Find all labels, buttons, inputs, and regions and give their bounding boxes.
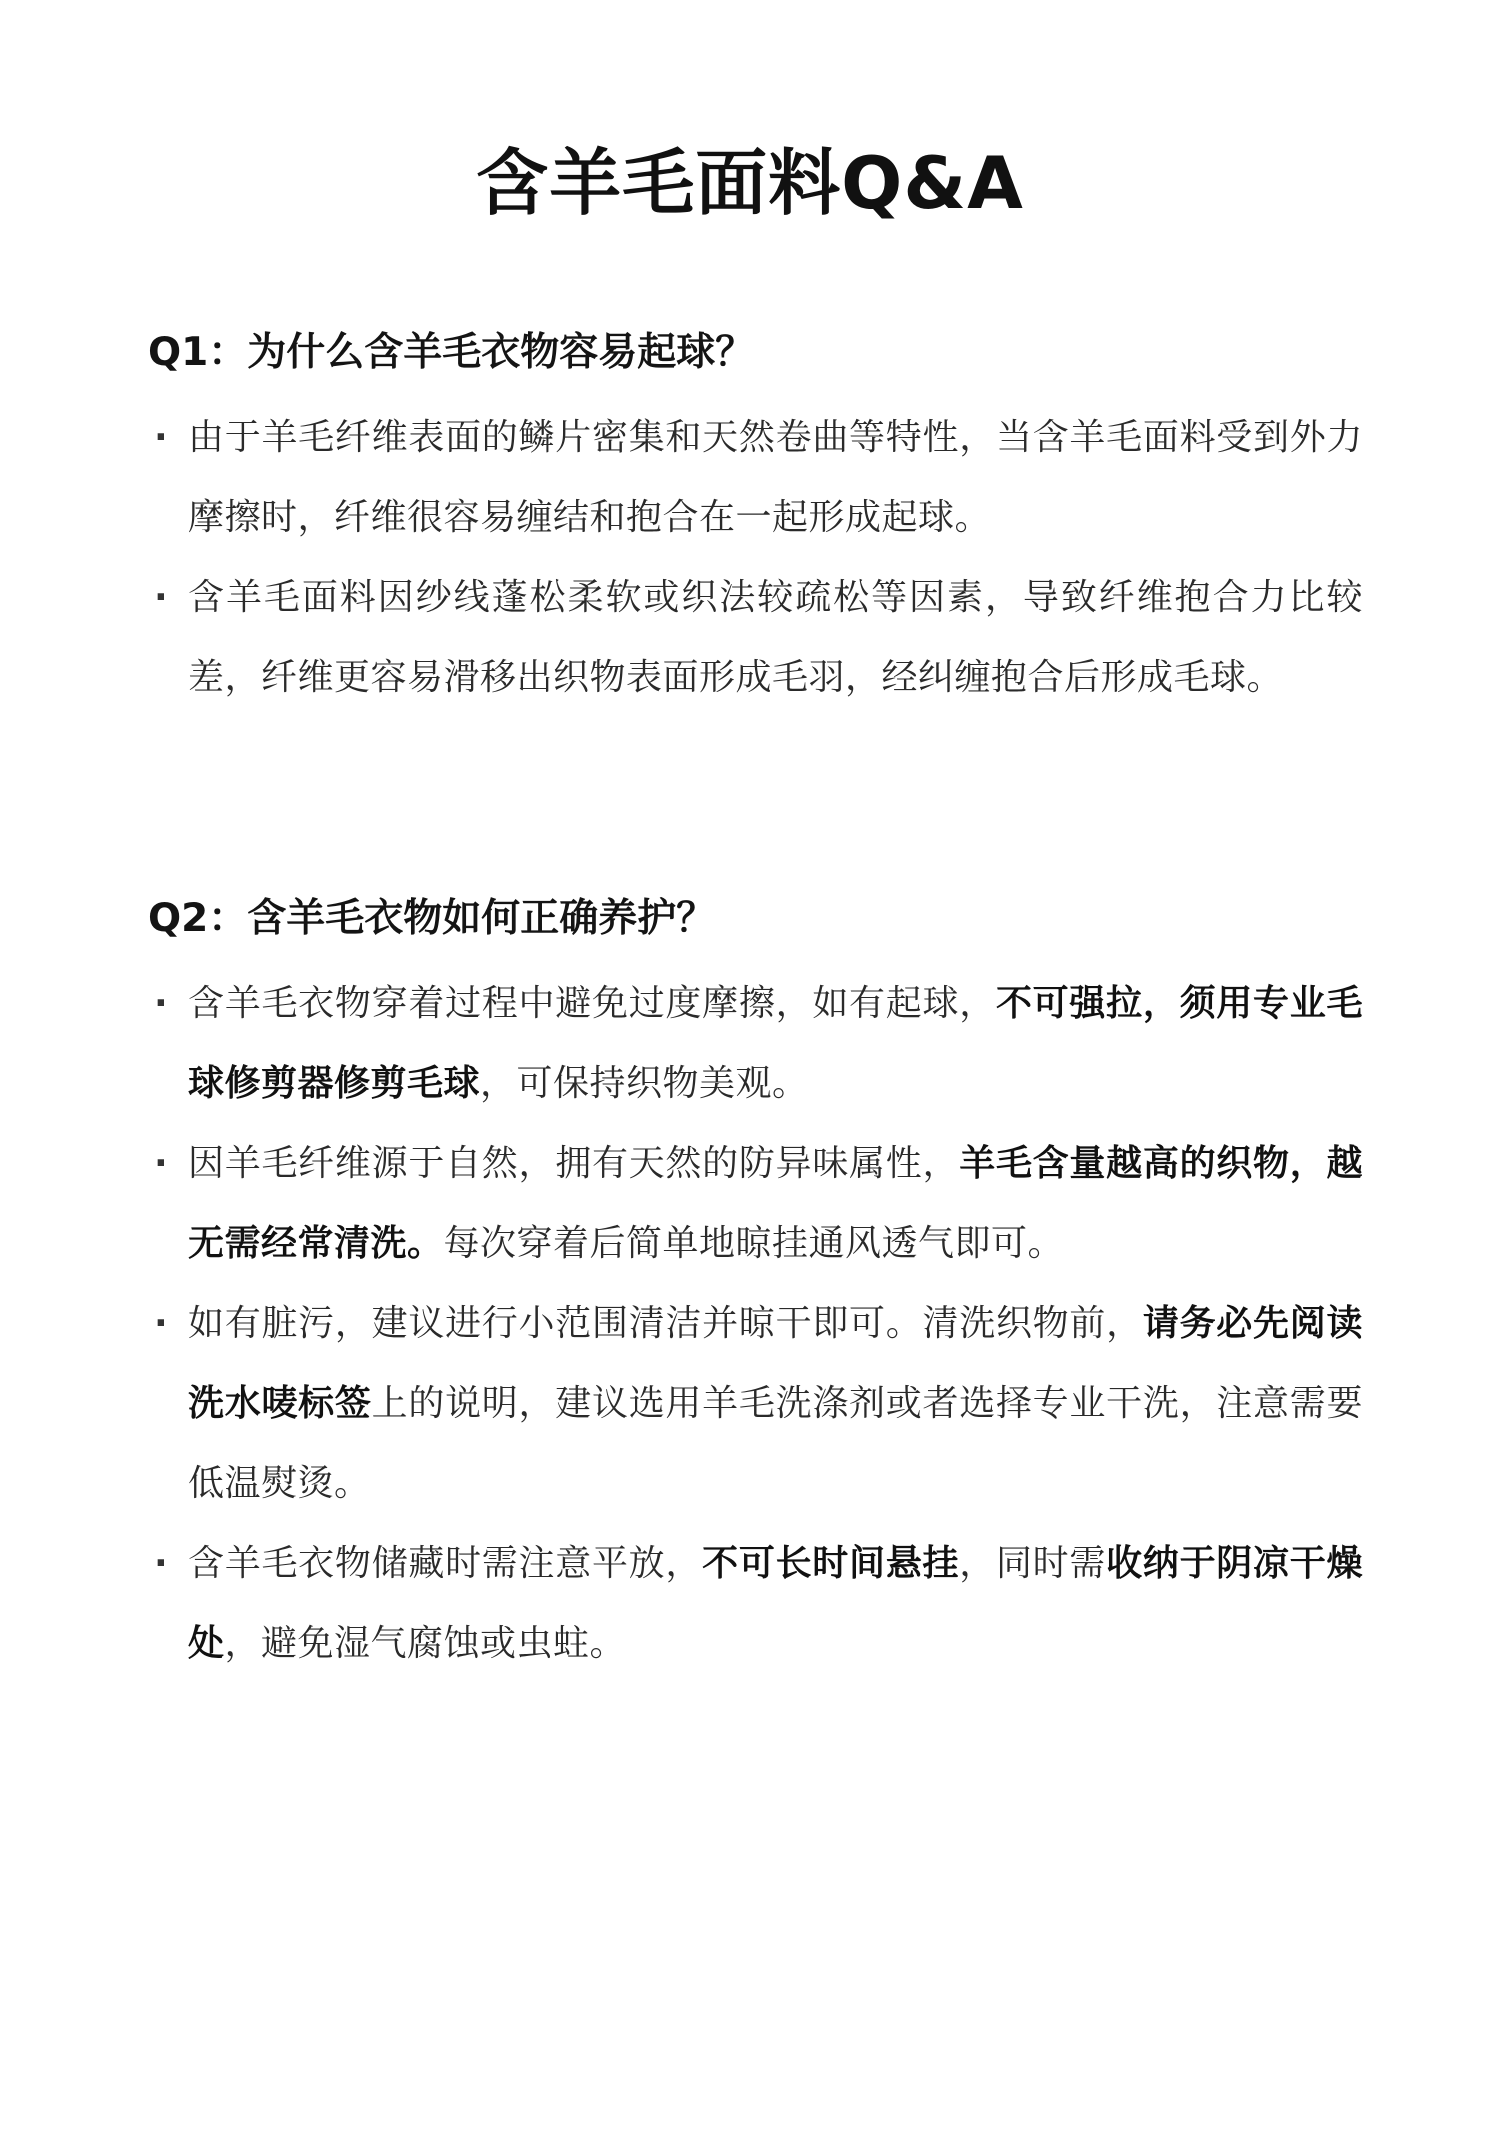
answer-text: ，可保持织物美观。 xyxy=(480,1063,809,1104)
page-title: 含羊毛面料Q&A xyxy=(476,141,1024,225)
emphasized-text: 羊毛含量越高的织物，越无需经常清洗。 xyxy=(188,1143,1363,1264)
question-q1: Q1：为什么含羊毛衣物容易起球？ xyxy=(148,330,755,375)
answer-text: 含羊毛面料因纱线蓬松柔软或织法较疏松等因素，导致纤维抱合力比较差，纤维更容易滑移出织物表面形成毛羽，经纠缠抱合后形成毛球。 xyxy=(188,577,1363,698)
question-q2: Q2：含羊毛衣物如何正确养护？ xyxy=(148,896,716,941)
answer-item xyxy=(148,964,1363,1124)
qa-section-q2 xyxy=(148,884,1363,1684)
answer-item xyxy=(148,1524,1363,1684)
bullet-icon: · xyxy=(154,1543,169,1584)
bullet-icon: · xyxy=(154,983,169,1024)
answer-text: 每次穿着后简单地晾挂通风透气即可。 xyxy=(443,1223,1065,1264)
answer-item xyxy=(148,1124,1363,1284)
answer-text: 上的说明，建议选用羊毛洗涤剂或者选择专业干洗，注意需要低温熨烫。 xyxy=(188,1383,1363,1504)
emphasized-text: 不可长时间悬挂 xyxy=(702,1543,960,1584)
answer-item xyxy=(148,558,1363,718)
bullet-icon: · xyxy=(154,417,169,458)
emphasized-text: 请务必先阅读洗水唛标签 xyxy=(188,1303,1363,1424)
answer-item xyxy=(148,1284,1363,1524)
emphasized-text: 收纳于阴凉干燥处 xyxy=(188,1543,1363,1664)
answer-text: 由于羊毛纤维表面的鳞片密集和天然卷曲等特性，当含羊毛面料受到外力摩擦时，纤维很容易缠结和抱合在一起形成起球。 xyxy=(188,417,1363,538)
answer-text: ，同时需 xyxy=(959,1543,1107,1584)
bullet-icon: · xyxy=(154,1303,169,1344)
answer-text: 含羊毛衣物穿着过程中避免过度摩擦，如有起球， xyxy=(188,983,996,1024)
bullet-icon: · xyxy=(154,577,169,618)
answer-list xyxy=(148,964,1363,1684)
answer-text: 因羊毛纤维源于自然，拥有天然的防异味属性， xyxy=(188,1143,960,1184)
answer-text: 含羊毛衣物储藏时需注意平放， xyxy=(188,1543,703,1584)
qa-section-q1 xyxy=(148,318,1363,718)
answer-list xyxy=(148,398,1363,718)
bullet-icon: · xyxy=(154,1143,169,1184)
emphasized-text: 不可强拉，须用专业毛球修剪器修剪毛球 xyxy=(188,983,1363,1104)
answer-text: 如有脏污，建议进行小范围清洁并晾干即可。清洗织物前， xyxy=(188,1303,1143,1344)
answer-item xyxy=(148,398,1363,558)
answer-text: ，避免湿气腐蚀或虫蛀。 xyxy=(224,1623,627,1664)
